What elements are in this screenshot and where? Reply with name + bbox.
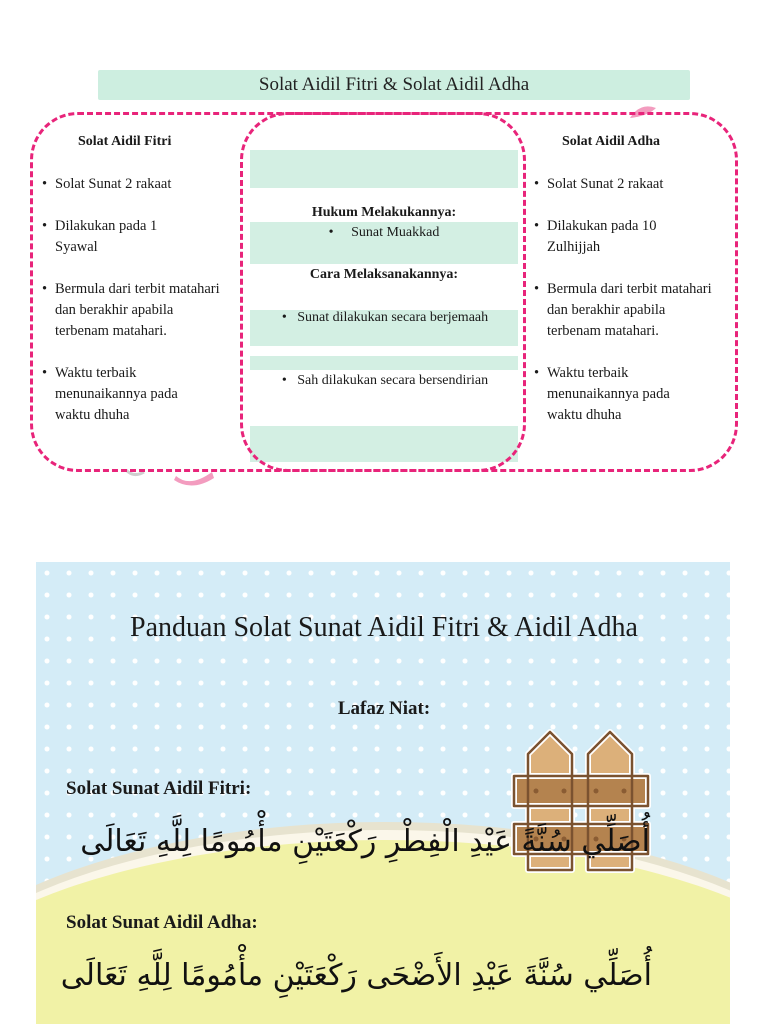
right-item: • Solat Sunat 2 rakaat (534, 174, 714, 195)
left-list (42, 174, 222, 447)
left-heading: Solat Aidil Fitri (78, 134, 172, 149)
right-item: • Waktu terbaik menunaikannya pada waktu dhuha (534, 363, 707, 426)
left-item: • Solat Sunat 2 rakaat (42, 174, 222, 195)
right-heading: Solat Aidil Adha (562, 134, 661, 149)
guide-title: Panduan Solat Sunat Aidil Fitri & Aidil Adha (130, 612, 638, 643)
lafaz-niat-label: Lafaz Niat: (337, 698, 431, 719)
right-item: • Dilakukan pada 10 Zulhijjah (534, 216, 697, 258)
hukum-heading: Hukum Melakukannya: (311, 205, 457, 220)
fitri-niat-arabic: أُصَلِّي سُنَّةً عَيْدِ الْفِطْرِ رَكْعَتَيْنِ مأْمُومًا لِلَّهِ تَعَالَى (80, 824, 650, 859)
right-item: • Bermula dari terbit matahari dan berakhir apabila terbenam matahari. (534, 279, 714, 342)
left-item: • Waktu terbaik menunaikannya pada waktu dhuha (42, 363, 215, 426)
left-item: • Bermula dari terbit matahari dan berakhir apabila terbenam matahari. (42, 279, 222, 342)
cara-item: • Sunat dilakukan secara berjemaah (281, 310, 489, 325)
hukum-item: • Sunat Muakkad (328, 225, 440, 240)
adha-label: Solat Sunat Aidil Adha: (66, 912, 258, 933)
left-item: • Dilakukan pada 1 Syawal (42, 216, 195, 258)
right-list (534, 174, 714, 447)
wooden-fence-icon (506, 724, 654, 886)
adha-niat-arabic: أُصَلِّي سُنَّةَ عَيْدِ الأَضْحَى رَكْعَتَيْنِ مأْمُومًا لِلَّهِ تَعَالَى (60, 958, 652, 993)
fitri-label: Solat Sunat Aidil Fitri: (66, 778, 252, 799)
cara-heading: Cara Melaksanakannya: (309, 267, 459, 282)
slide1-title: Solat Aidil Fitri & Solat Aidil Adha (258, 74, 530, 95)
cara-item: • Sah dilakukan secara bersendirian (281, 373, 489, 388)
